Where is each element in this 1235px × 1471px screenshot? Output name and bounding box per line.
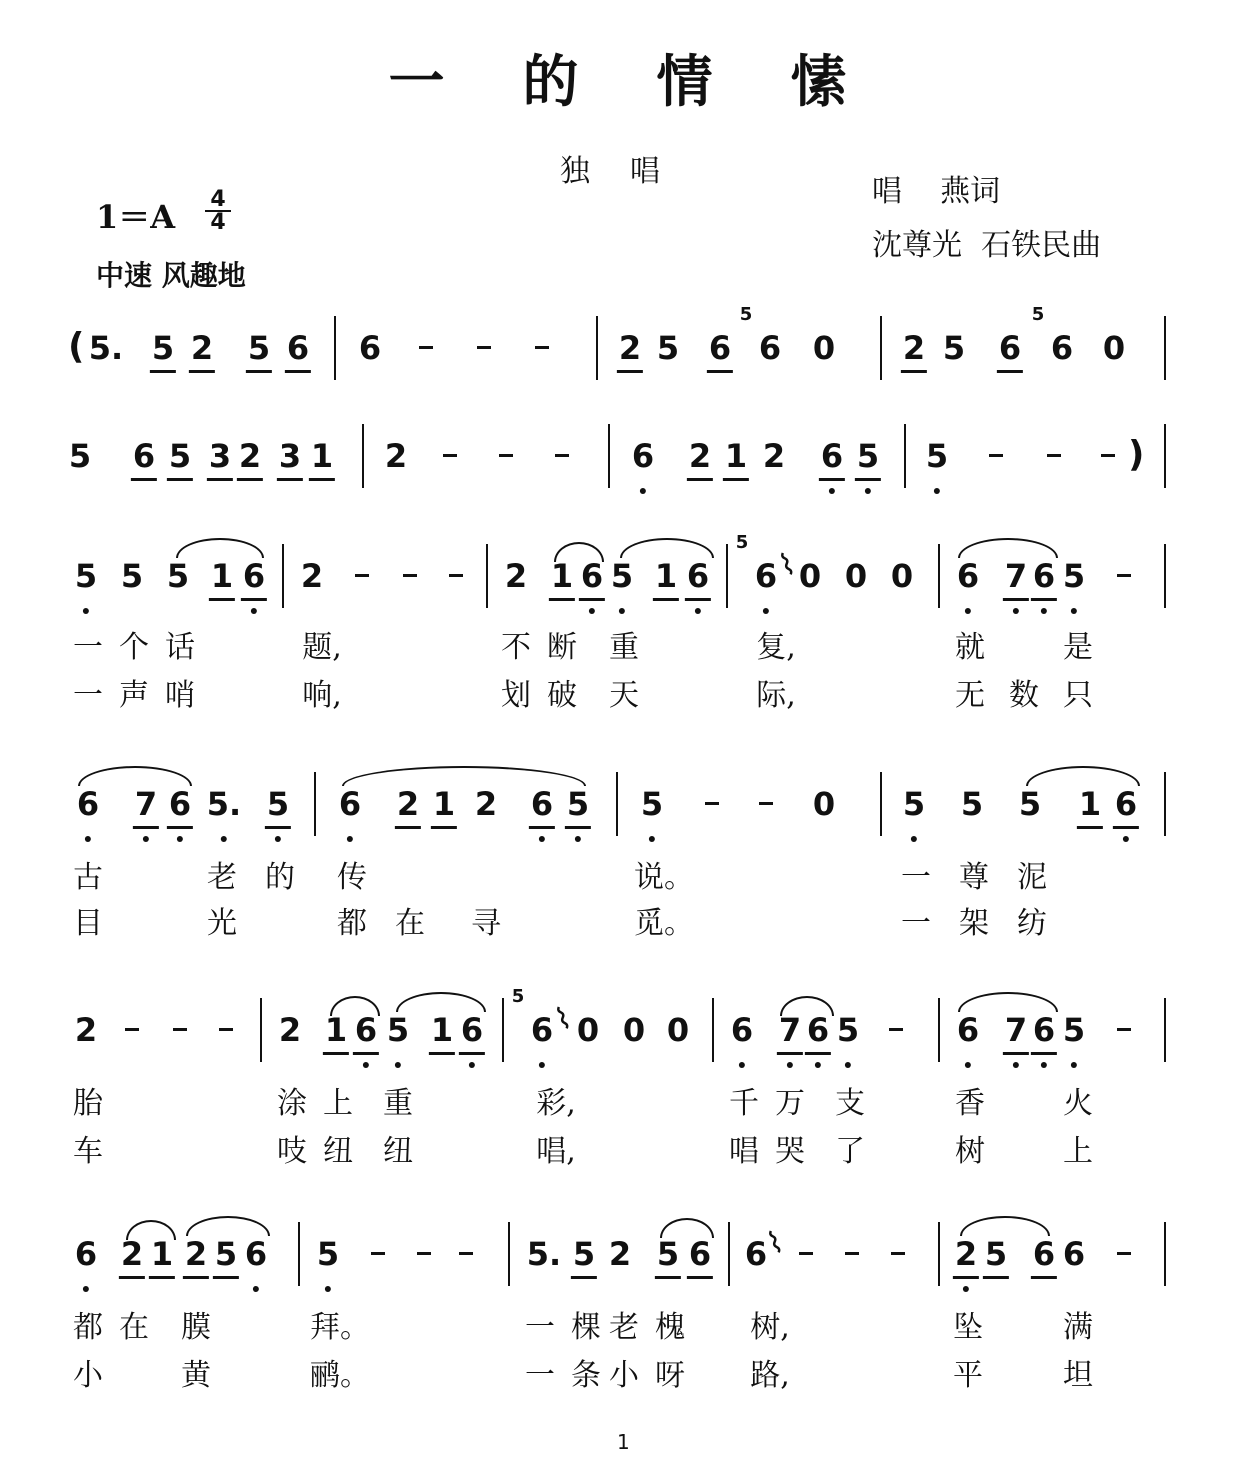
staff-row-3: 5 5 5 1 6 2 2 1 6 5 1 6 5 6 ⌇ 0 0 0 6 7 6 5 bbox=[0, 556, 1235, 666]
meter-top: 4 bbox=[210, 187, 226, 212]
lyricist-credit: 唱 燕词 bbox=[872, 174, 1001, 209]
staff-row-5: 2 2 1 6 5 1 6 5 6 ⌇ 0 0 0 6 7 6 5 6 7 6 5 bbox=[0, 1010, 1235, 1120]
staff-row-1: ( 5. 5 2 5 6 6 2 5 5 6 6 0 2 5 5 6 6 0 bbox=[0, 328, 1235, 438]
meter-bottom: 4 bbox=[210, 210, 226, 235]
staff-row-6: 6 2 1 2 5 6 5 5. 5 2 5 6 6 ⌇ 2 5 6 6 bbox=[0, 1234, 1235, 1344]
time-signature bbox=[205, 187, 231, 235]
subtitle: 独唱 bbox=[560, 154, 700, 189]
staff-row-4: 6 7 6 5. 5 6 2 1 2 6 5 5 0 5 5 5 1 6 bbox=[0, 784, 1235, 894]
key-signature: 1＝A bbox=[96, 198, 176, 236]
staff-row-2: 5 6 5 3 2 3 1 2 6 2 1 2 6 5 5 ) bbox=[0, 436, 1235, 546]
page-title: 一的情愫 bbox=[388, 49, 925, 115]
tempo-marking: 中速 风趣地 bbox=[96, 259, 246, 292]
composer-credit: 沈尊光 石铁民曲 bbox=[872, 228, 1102, 263]
page-number: 1 bbox=[617, 1430, 630, 1454]
